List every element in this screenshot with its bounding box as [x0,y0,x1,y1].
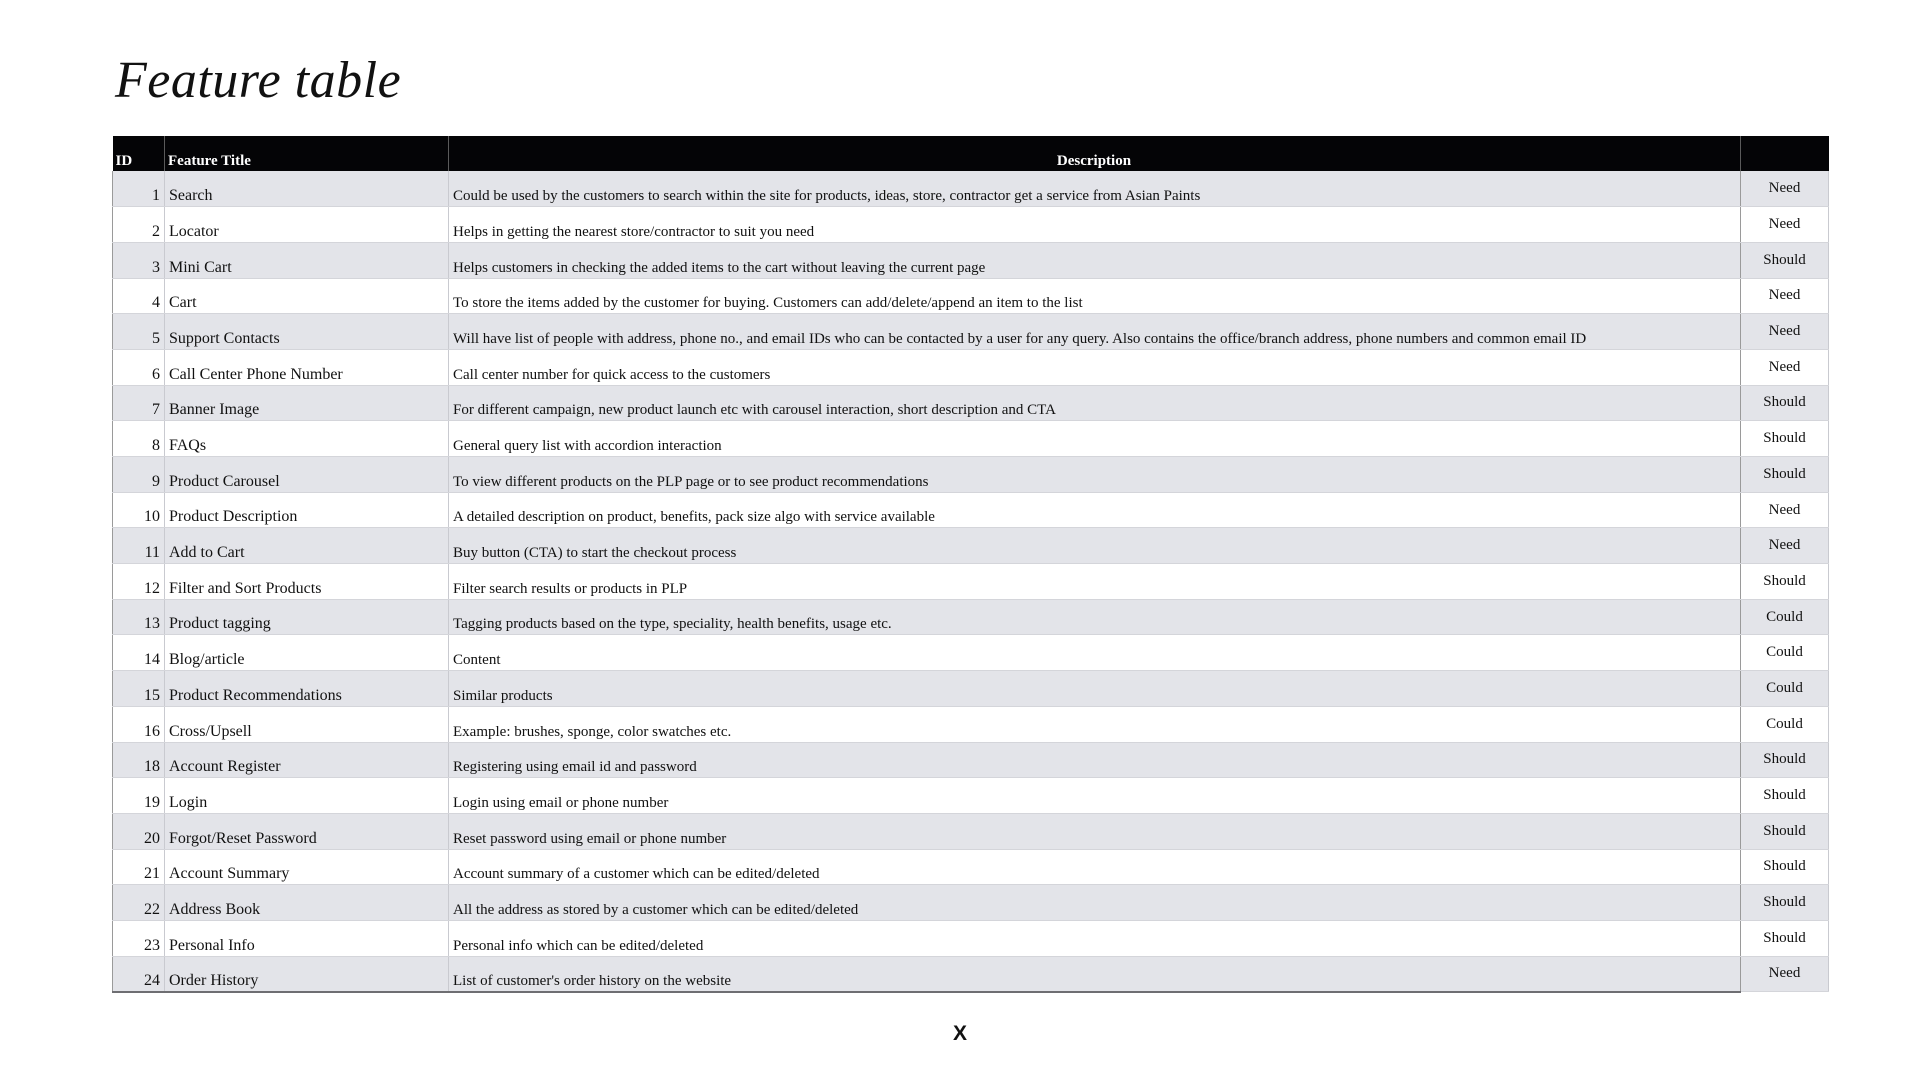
cell-description: General query list with accordion interaction [449,421,1741,457]
cell-description: To view different products on the PLP page or to see product recommendations [449,457,1741,493]
cell-feature-title: Login [165,778,449,814]
cell-id: 13 [113,599,165,635]
cell-description: Registering using email id and password [449,742,1741,778]
column-header-feature-title: Feature Title [165,136,449,171]
cell-description: Reset password using email or phone number [449,813,1741,849]
table-row [113,207,1829,243]
cell-id: 14 [113,635,165,671]
table-row [113,849,1829,885]
footer-mark: X [952,1022,967,1045]
cell-priority: Should [1741,385,1829,421]
cell-description: Login using email or phone number [449,778,1741,814]
cell-priority: Should [1741,564,1829,600]
cell-priority: Need [1741,278,1829,314]
cell-priority: Could [1741,599,1829,635]
cell-priority: Should [1741,242,1829,278]
header-row [113,136,1829,171]
cell-id: 21 [113,849,165,885]
cell-description: Tagging products based on the type, speciality, health benefits, usage etc. [449,599,1741,635]
table-row [113,635,1829,671]
cell-feature-title: Product Description [165,492,449,528]
cell-id: 15 [113,671,165,707]
cell-id: 2 [113,207,165,243]
cell-feature-title: Filter and Sort Products [165,564,449,600]
cell-id: 23 [113,920,165,956]
table-row [113,885,1829,921]
table-row [113,778,1829,814]
cell-description: Personal info which can be edited/deleted [449,920,1741,956]
table-row [113,242,1829,278]
cell-priority: Need [1741,171,1829,207]
cell-description: Similar products [449,671,1741,707]
cell-feature-title: Mini Cart [165,242,449,278]
cell-id: 6 [113,349,165,385]
table-row [113,278,1829,314]
cell-feature-title: Product Recommendations [165,671,449,707]
cell-id: 9 [113,457,165,493]
cell-feature-title: Account Register [165,742,449,778]
table-row [113,920,1829,956]
cell-priority: Need [1741,207,1829,243]
table-row [113,956,1829,992]
cell-feature-title: Account Summary [165,849,449,885]
cell-priority: Should [1741,849,1829,885]
cell-feature-title: Product tagging [165,599,449,635]
cell-priority: Should [1741,421,1829,457]
cell-priority: Should [1741,920,1829,956]
cell-id: 11 [113,528,165,564]
cell-priority: Need [1741,528,1829,564]
cell-feature-title: Add to Cart [165,528,449,564]
table-row [113,457,1829,493]
feature-table [112,136,1829,993]
cell-id: 4 [113,278,165,314]
cell-priority: Need [1741,314,1829,350]
cell-description: A detailed description on product, benefits, pack size algo with service available [449,492,1741,528]
cell-feature-title: Search [165,171,449,207]
column-header-id: ID [113,136,165,171]
cell-id: 3 [113,242,165,278]
cell-feature-title: FAQs [165,421,449,457]
cell-id: 10 [113,492,165,528]
cell-priority: Should [1741,742,1829,778]
cell-priority: Should [1741,457,1829,493]
table-row [113,314,1829,350]
cell-description: List of customer's order history on the website [449,956,1741,992]
cell-feature-title: Forgot/Reset Password [165,813,449,849]
cell-priority: Should [1741,885,1829,921]
cell-priority: Could [1741,671,1829,707]
table-row [113,813,1829,849]
table-row [113,492,1829,528]
cell-description: To store the items added by the customer for buying. Customers can add/delete/append an item to the list [449,278,1741,314]
table-body [113,171,1829,992]
cell-id: 19 [113,778,165,814]
cell-feature-title: Cart [165,278,449,314]
cell-description: Will have list of people with address, phone no., and email IDs who can be contacted by a user for any query. Also contains the office/branch address, phone numbers and common email ID [449,314,1741,350]
cell-feature-title: Personal Info [165,920,449,956]
column-header-priority [1741,136,1829,171]
cell-id: 20 [113,813,165,849]
cell-id: 22 [113,885,165,921]
table-header [113,136,1829,171]
table-row [113,599,1829,635]
cell-description: Call center number for quick access to the customers [449,349,1741,385]
cell-priority: Should [1741,778,1829,814]
feature-table-container [112,136,1828,993]
cell-id: 18 [113,742,165,778]
cell-feature-title: Address Book [165,885,449,921]
table-row [113,706,1829,742]
cell-feature-title: Cross/Upsell [165,706,449,742]
cell-description: Could be used by the customers to search within the site for products, ideas, store, contractor get a service from Asian Paints [449,171,1741,207]
cell-priority: Could [1741,706,1829,742]
cell-description: Helps customers in checking the added items to the cart without leaving the current page [449,242,1741,278]
cell-id: 7 [113,385,165,421]
table-row [113,385,1829,421]
table-row [113,171,1829,207]
cell-description: Filter search results or products in PLP [449,564,1741,600]
cell-id: 12 [113,564,165,600]
cell-priority: Need [1741,349,1829,385]
cell-feature-title: Support Contacts [165,314,449,350]
cell-description: Content [449,635,1741,671]
cell-description: For different campaign, new product launch etc with carousel interaction, short description and CTA [449,385,1741,421]
table-row [113,742,1829,778]
cell-priority: Need [1741,956,1829,992]
cell-feature-title: Banner Image [165,385,449,421]
cell-feature-title: Call Center Phone Number [165,349,449,385]
cell-description: All the address as stored by a customer which can be edited/deleted [449,885,1741,921]
table-row [113,671,1829,707]
cell-priority: Could [1741,635,1829,671]
cell-id: 8 [113,421,165,457]
cell-id: 1 [113,171,165,207]
cell-id: 24 [113,956,165,992]
cell-feature-title: Order History [165,956,449,992]
page-title: Feature table [115,52,402,109]
table-row [113,528,1829,564]
table-row [113,421,1829,457]
cell-description: Example: brushes, sponge, color swatches etc. [449,706,1741,742]
cell-description: Account summary of a customer which can be edited/deleted [449,849,1741,885]
cell-feature-title: Locator [165,207,449,243]
cell-id: 16 [113,706,165,742]
cell-description: Helps in getting the nearest store/contractor to suit you need [449,207,1741,243]
cell-priority: Should [1741,813,1829,849]
column-header-description: Description [449,136,1741,171]
cell-feature-title: Product Carousel [165,457,449,493]
cell-id: 5 [113,314,165,350]
table-row [113,564,1829,600]
cell-priority: Need [1741,492,1829,528]
table-row [113,349,1829,385]
cell-description: Buy button (CTA) to start the checkout process [449,528,1741,564]
cell-feature-title: Blog/article [165,635,449,671]
